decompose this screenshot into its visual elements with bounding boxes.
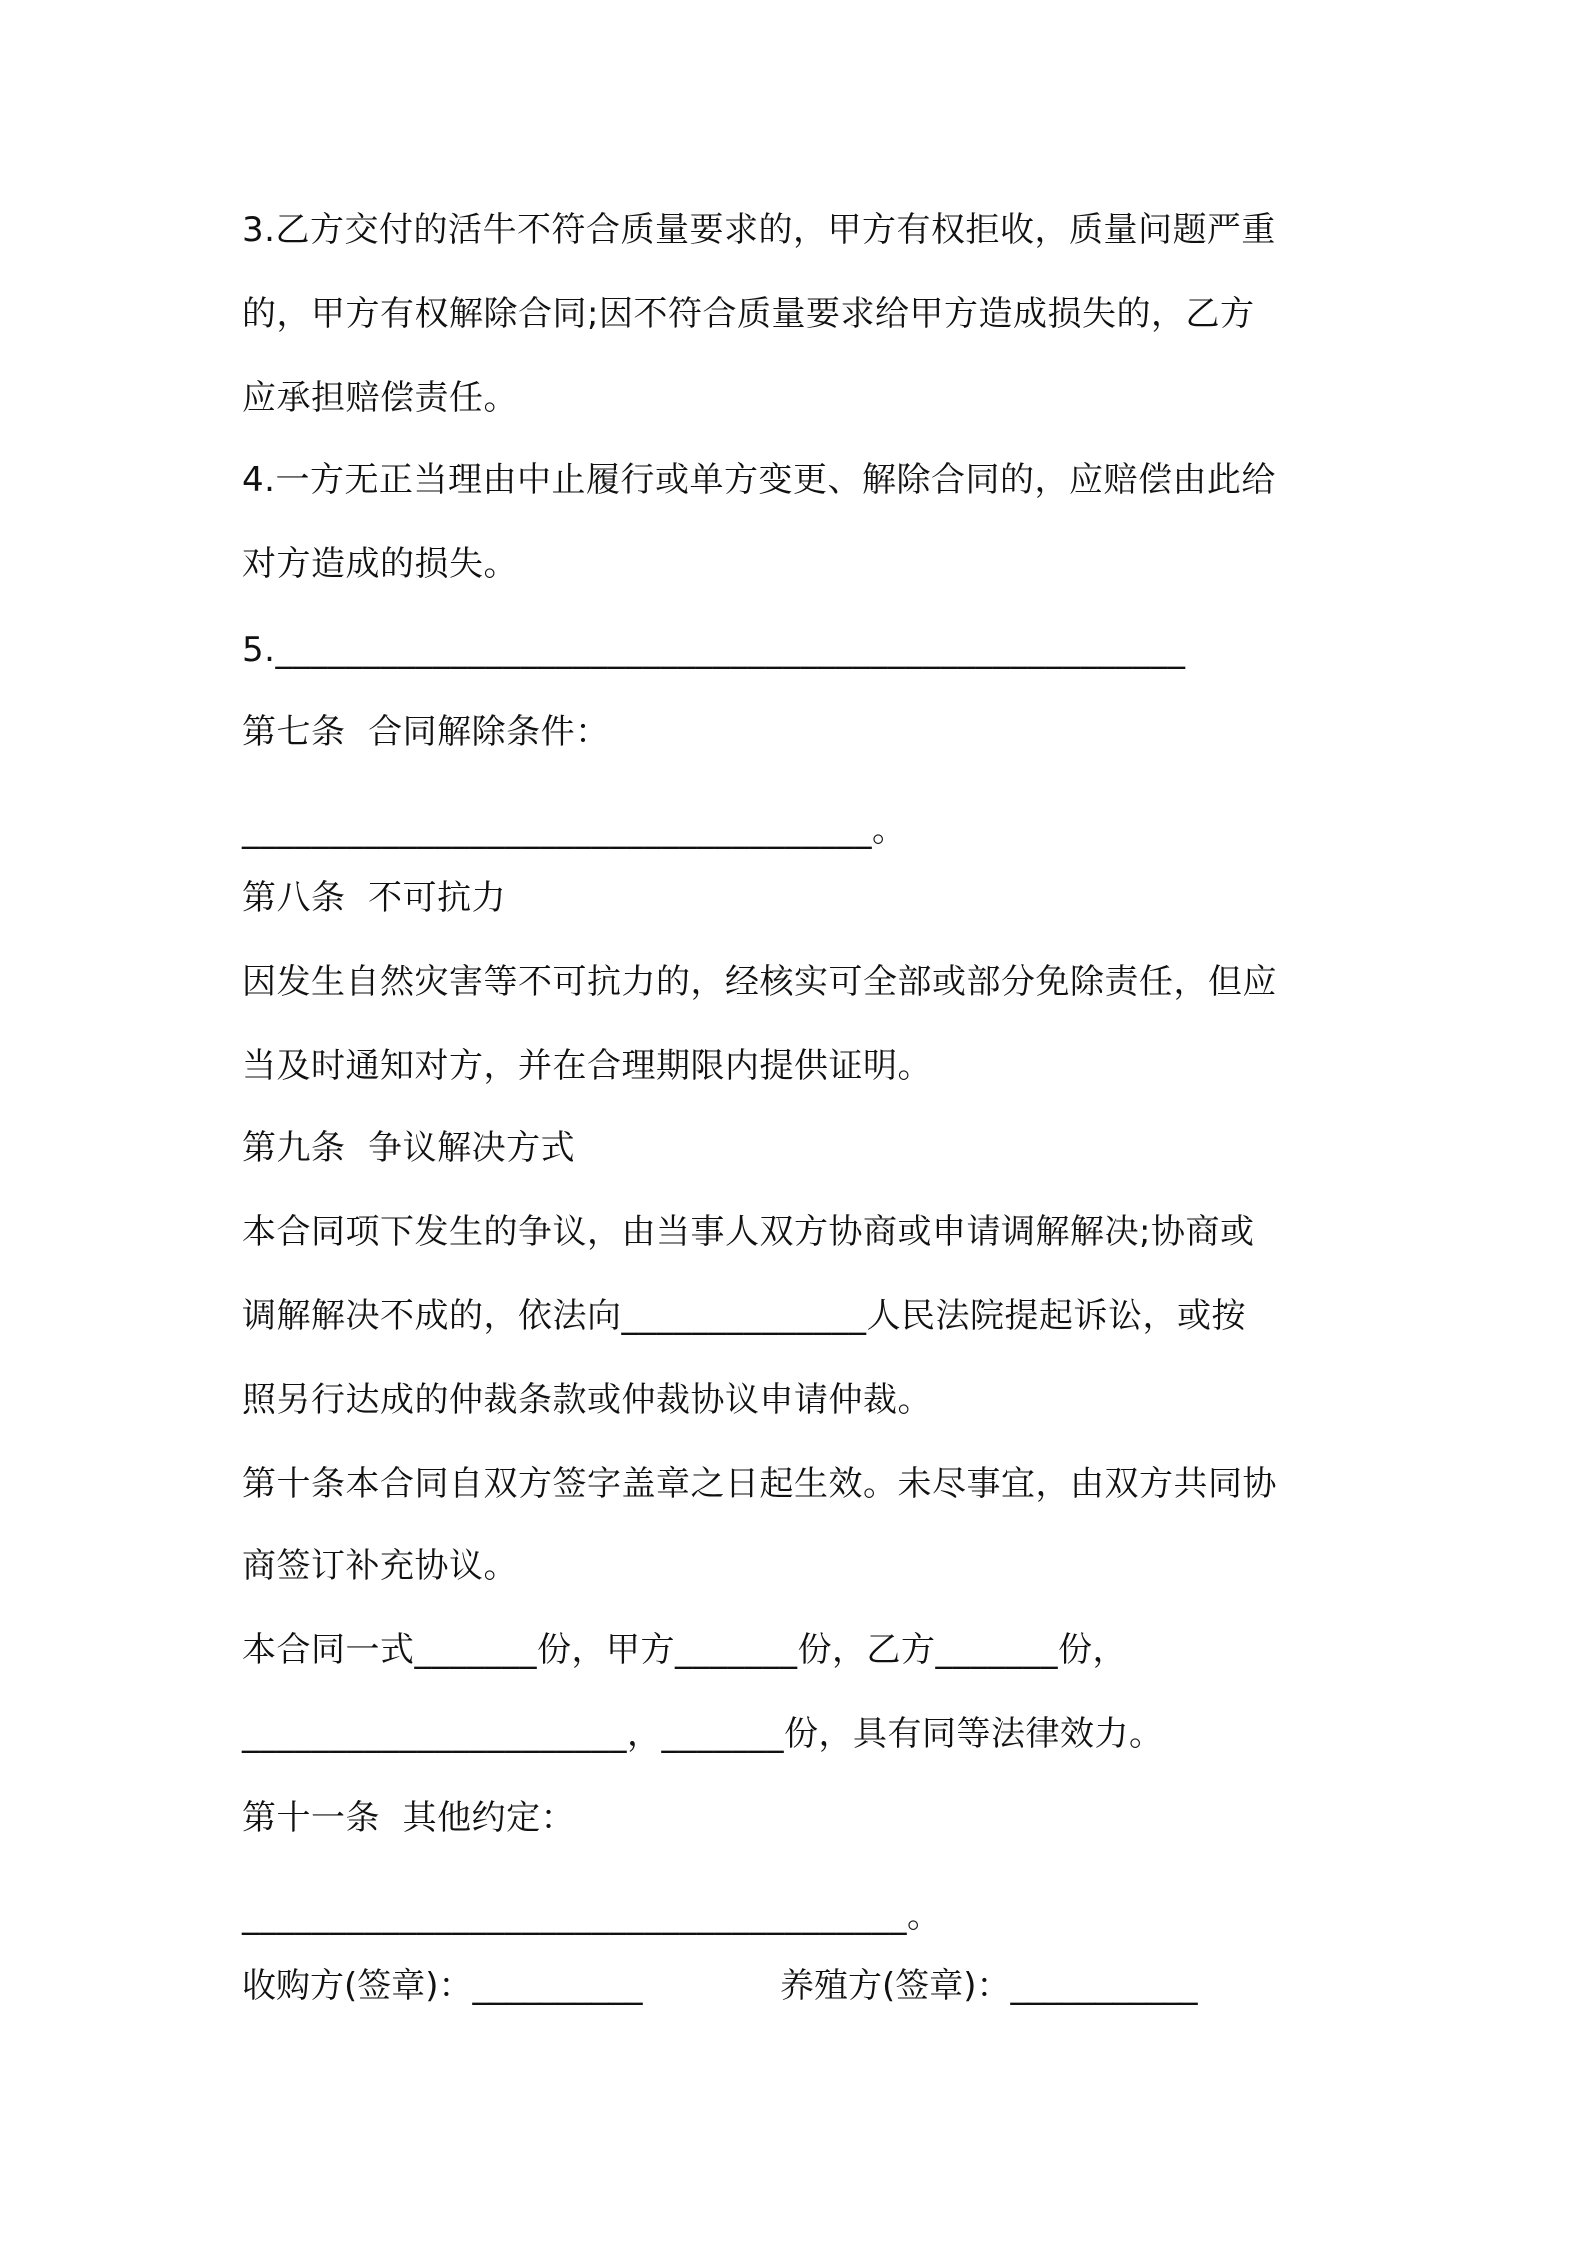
clause-6-item-4-line-2: 对方造成的损失。 [242,544,518,584]
clause-6-item-3-line-2: 的，甲方有权解除合同;因不符合质量要求给甲方造成损失的，乙方 [242,294,1255,334]
clause-7-blank: ____________________________________。 [242,810,907,850]
breeder-signature: 养殖方(签章)：___________ [780,1966,1198,2006]
clause-6-item-4-line-1: 4.一方无正当理由中止履行或单方变更、解除合同的，应赔偿由此给 [242,460,1276,500]
copies-line-1: 本合同一式_______份，甲方_______份，乙方_______份， [242,1630,1127,1670]
clause-9-body-line-1: 本合同项下发生的争议，由当事人双方协商或申请调解解决;协商或 [242,1212,1255,1252]
clause-9-heading: 第九条 争议解决方式 [242,1128,576,1168]
clause-9-body-line-3: 照另行达成的仲裁条款或仲裁协议申请仲裁。 [242,1380,932,1420]
clause-8-body-line-1: 因发生自然灾害等不可抗力的，经核实可全部或部分免除责任，但应 [242,962,1277,1002]
clause-6-item-3-line-1: 3.乙方交付的活牛不符合质量要求的，甲方有权拒收，质量问题严重 [242,210,1276,250]
clause-7-heading: 第七条 合同解除条件： [242,712,610,752]
clause-11-heading: 第十一条 其他约定： [242,1798,576,1838]
clause-8-body-line-2: 当及时通知对方，并在合理期限内提供证明。 [242,1046,932,1086]
clause-11-blank: ______________________________________。 [242,1896,942,1936]
clause-6-item-5-blank: 5.____________________________________________________ [242,630,1186,670]
clause-10-line-1: 第十条本合同自双方签字盖章之日起生效。未尽事宜，由双方共同协 [242,1464,1277,1504]
copies-line-2: ______________________，_______份，具有同等法律效力。 [242,1714,1164,1754]
clause-8-heading: 第八条 不可抗力 [242,878,507,918]
clause-10-line-2: 商签订补充协议。 [242,1546,518,1586]
buyer-signature: 收购方(签章)：__________ [242,1966,643,2006]
clause-9-body-line-2: 调解解决不成的，依法向______________人民法院提起诉讼，或按 [242,1296,1246,1336]
clause-6-item-3-line-3: 应承担赔偿责任。 [242,378,518,418]
